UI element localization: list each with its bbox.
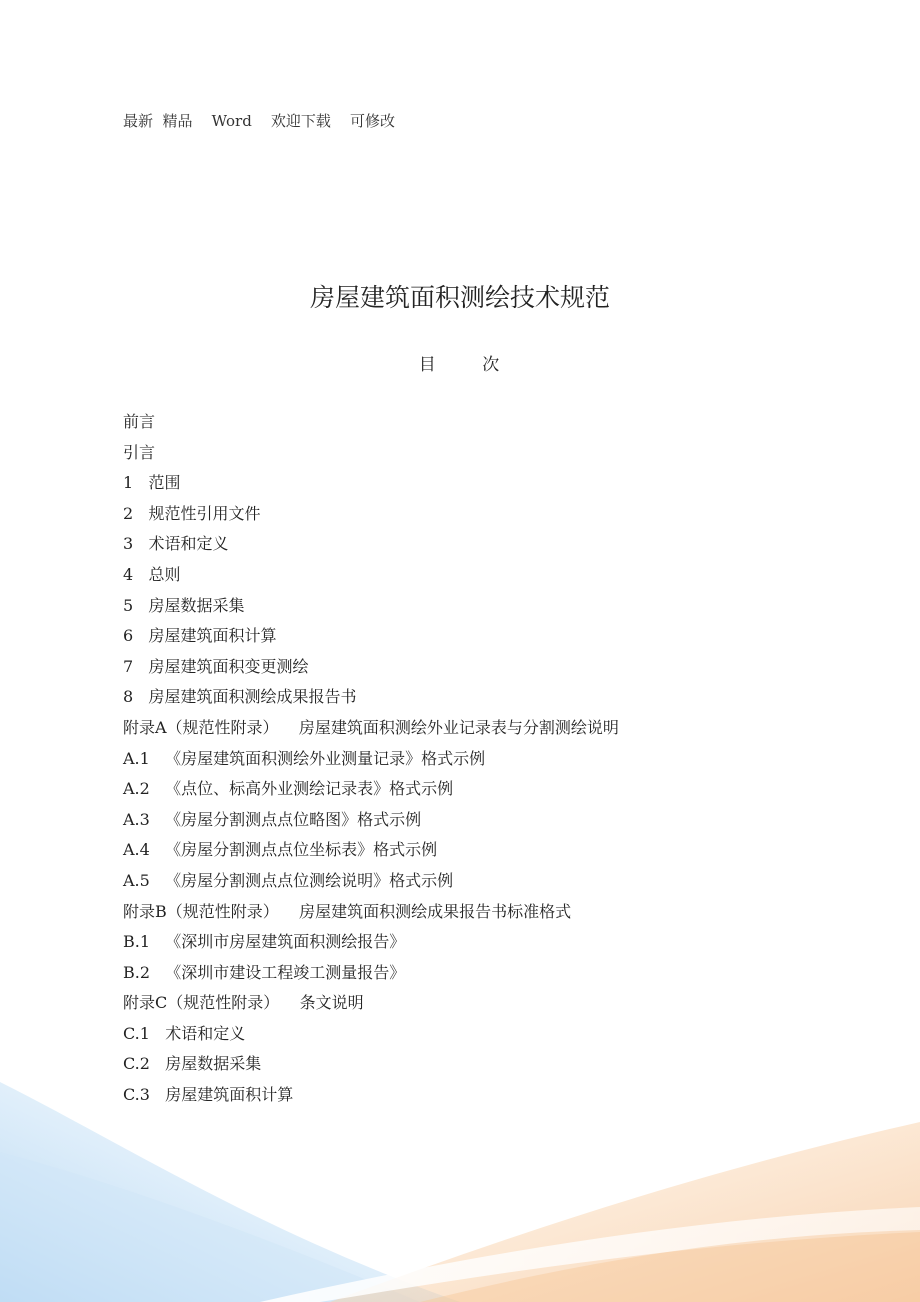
toc-item: 7 房屋建筑面积变更测绘 bbox=[123, 656, 309, 676]
toc-heading: 目 次 bbox=[418, 355, 502, 375]
toc-item: 附录C（规范性附录） 条文说明 bbox=[123, 993, 364, 1013]
toc-item: C.3 房屋建筑面积计算 bbox=[123, 1085, 294, 1105]
toc-item: A.2 《点位、标高外业测绘记录表》格式示例 bbox=[123, 779, 454, 799]
toc-item: 5 房屋数据采集 bbox=[123, 595, 245, 615]
header-note: 最新 精品 Word 欢迎下载 可修改 bbox=[123, 112, 395, 130]
toc-item: 附录B（规范性附录） 房屋建筑面积测绘成果报告书标准格式 bbox=[123, 901, 572, 921]
toc-item: C.1 术语和定义 bbox=[123, 1023, 246, 1043]
toc-item: 4 总则 bbox=[123, 564, 181, 584]
toc-item: 3 术语和定义 bbox=[123, 534, 229, 554]
toc-item: A.1 《房屋建筑面积测绘外业测量记录》格式示例 bbox=[123, 748, 486, 768]
toc-item: 1 范围 bbox=[123, 473, 181, 493]
toc-item: 引言 bbox=[123, 442, 156, 462]
toc-item: 附录A（规范性附录） 房屋建筑面积测绘外业记录表与分割测绘说明 bbox=[123, 717, 619, 737]
toc-item: A.5 《房屋分割测点点位测绘说明》格式示例 bbox=[123, 870, 454, 890]
toc-item: A.4 《房屋分割测点点位坐标表》格式示例 bbox=[123, 840, 438, 860]
toc-item: 6 房屋建筑面积计算 bbox=[123, 626, 277, 646]
toc-item: A.3 《房屋分割测点点位略图》格式示例 bbox=[123, 809, 422, 829]
toc-item: C.2 房屋数据采集 bbox=[123, 1054, 262, 1074]
table-of-contents bbox=[123, 410, 619, 1114]
document-title: 房屋建筑面积测绘技术规范 bbox=[309, 283, 610, 312]
toc-item: 2 规范性引用文件 bbox=[123, 503, 261, 523]
toc-item: B.2 《深圳市建设工程竣工测量报告》 bbox=[123, 962, 406, 982]
blue-wave-light bbox=[0, 1152, 420, 1302]
toc-item: 8 房屋建筑面积测绘成果报告书 bbox=[123, 687, 357, 707]
toc-item: B.1 《深圳市房屋建筑面积测绘报告》 bbox=[123, 932, 406, 952]
toc-item: 前言 bbox=[123, 412, 156, 431]
